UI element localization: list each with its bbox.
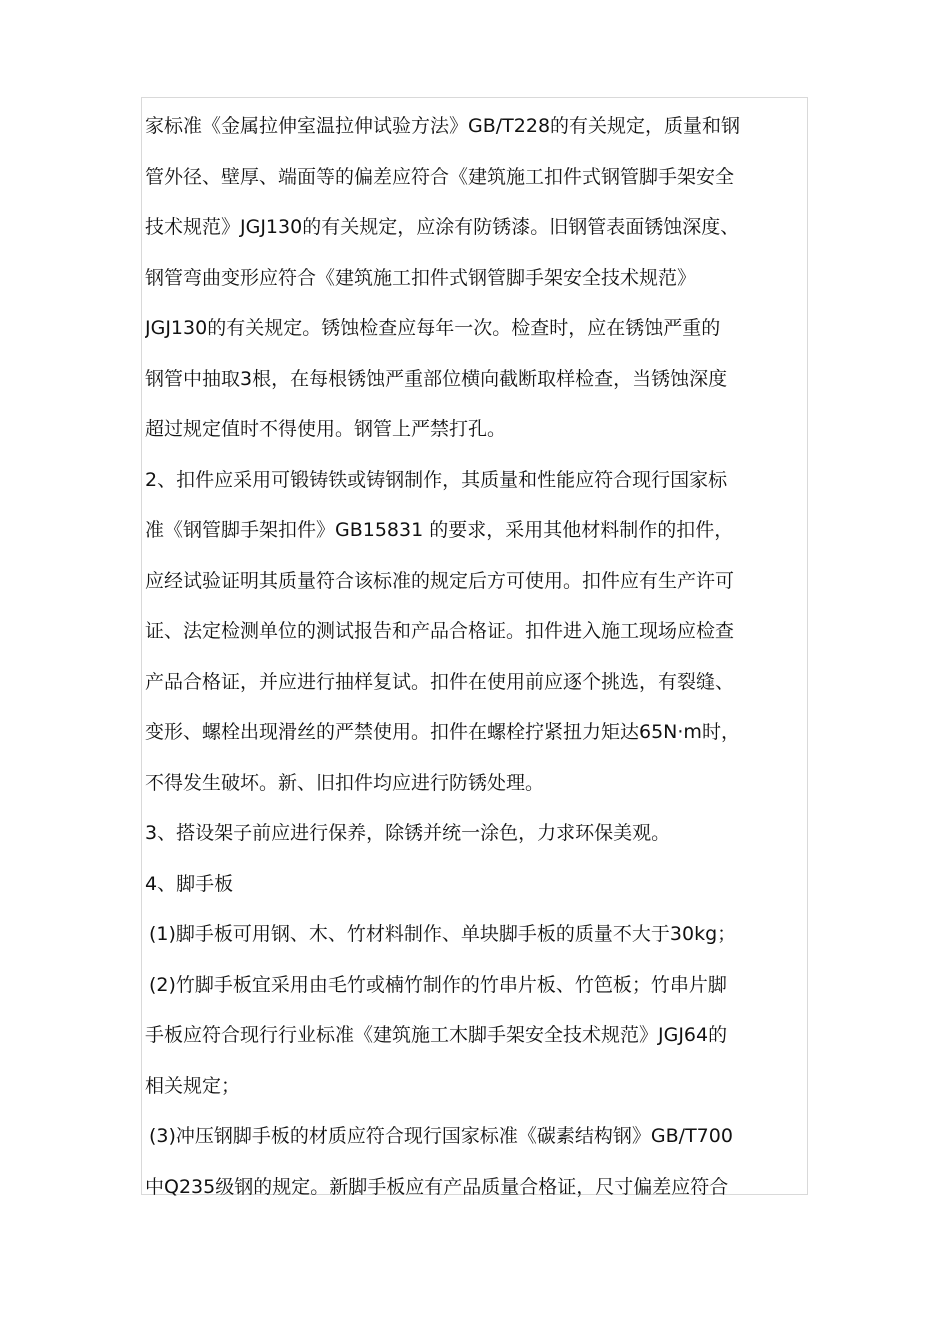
text-line: 变形、螺栓出现滑丝的严禁使用。扣件在螺栓拧紧扭力矩达65N·m时， [145, 721, 740, 743]
text-line: 技术规范》JGJ130的有关规定，应涂有防锈漆。旧钢管表面锈蚀深度、 [145, 216, 740, 238]
text-line: 钢管弯曲变形应符合《建筑施工扣件式钢管脚手架安全技术规范》 [145, 266, 697, 289]
list-item-1: (1)脚手板可用钢、木、竹材料制作、单块脚手板的质量不大于30kg； [149, 923, 737, 945]
text-line: 相关规定； [145, 1074, 241, 1097]
section-4-heading: 4、脚手板 [145, 872, 234, 895]
section-2-heading-line: 2、扣件应采用可锻铸铁或铸钢制作，其质量和性能应符合现行国家标 [145, 468, 728, 491]
text-line: 中Q235级钢的规定。新脚手板应有产品质量合格证，尺寸偏差应符合 [145, 1175, 729, 1198]
text-line: 手板应符合现行行业标准《建筑施工木脚手架安全技术规范》JGJ64的 [145, 1024, 728, 1046]
text-line: 不得发生破坏。新、旧扣件均应进行防锈处理。 [145, 771, 545, 794]
list-item-2: (2)竹脚手板宜采用由毛竹或楠竹制作的竹串片板、竹笆板；竹串片脚 [149, 973, 727, 996]
text-line: 证、法定检测单位的测试报告和产品合格证。扣件进入施工现场应检查 [145, 620, 735, 642]
text-line: 家标准《金属拉伸室温拉伸试验方法》GB/T228的有关规定，质量和钢 [145, 115, 741, 137]
text-line: JGJ130的有关规定。锈蚀检查应每年一次。检查时，应在锈蚀严重的 [145, 317, 721, 339]
section-3-line: 3、搭设架子前应进行保养，除锈并统一涂色，力求环保美观。 [145, 822, 671, 844]
text-line: 准《钢管脚手架扣件》GB15831 的要求，采用其他材料制作的扣件， [145, 519, 734, 541]
text-line: 产品合格证，并应进行抽样复试。扣件在使用前应逐个挑选，有裂缝、 [145, 670, 735, 693]
text-line: 钢管中抽取3根，在每根锈蚀严重部位横向截断取样检查，当锈蚀深度 [145, 367, 728, 390]
text-line: 超过规定值时不得使用。钢管上严禁打孔。 [145, 418, 507, 440]
text-line: 管外径、壁厚、端面等的偏差应符合《建筑施工扣件式钢管脚手架安全 [145, 165, 735, 188]
text-line: 应经试验证明其质量符合该标准的规定后方可使用。扣件应有生产许可 [145, 569, 735, 592]
list-item-3: (3)冲压钢脚手板的材质应符合现行国家标准《碳素结构钢》GB/T700 [149, 1125, 733, 1147]
document-body [145, 101, 817, 1212]
